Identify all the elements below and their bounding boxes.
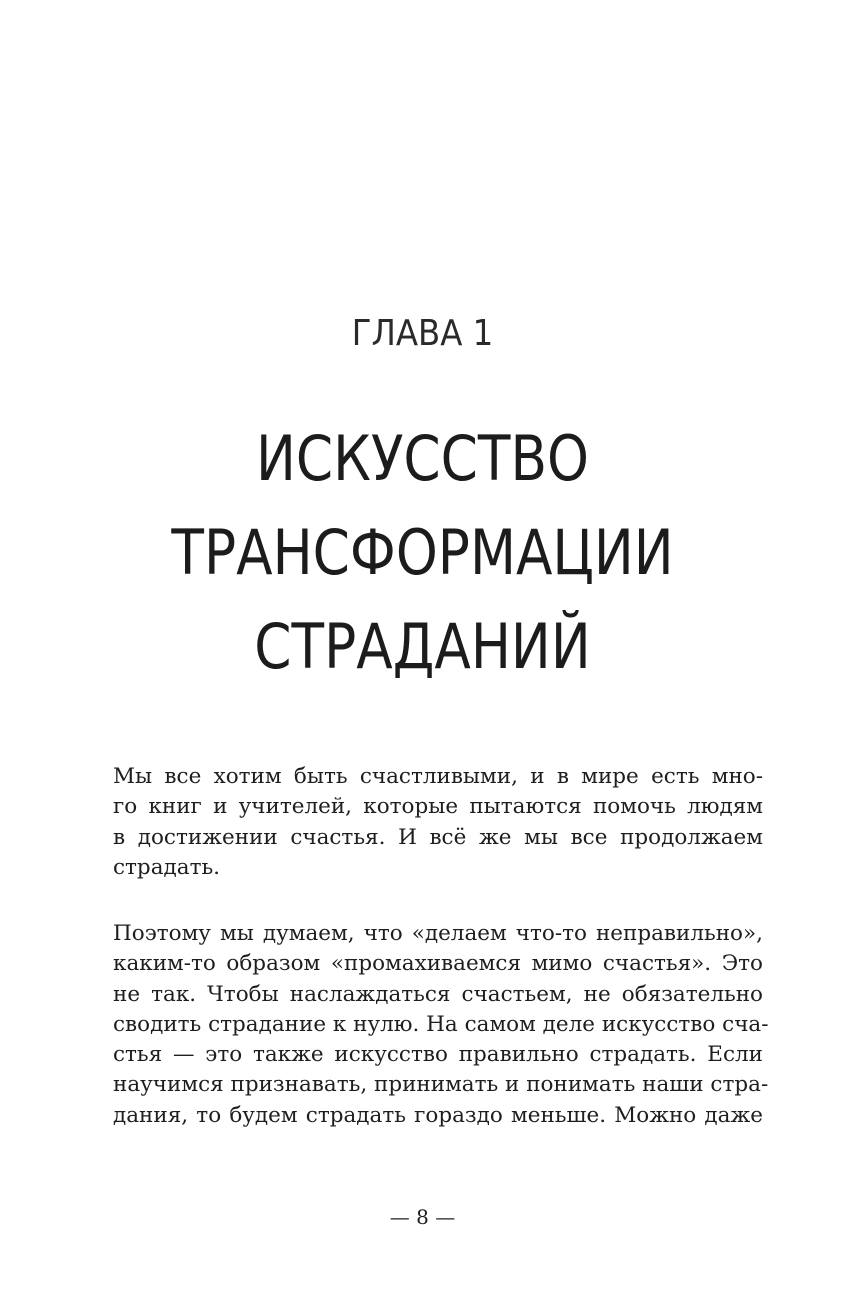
- text-line: Поэтому мы думаем, что «делаем что-то неправильно»,: [113, 921, 763, 946]
- text-line: в достижении счастья. И всё же мы все продолжаем: [113, 824, 763, 850]
- text-line: сводить страдание к нулю. На самом деле искусство сча-: [113, 1011, 769, 1037]
- text-line: стья — это также искусство правильно страдать. Если: [113, 1042, 763, 1068]
- chapter-title-line: СТРАДАНИЙ: [254, 610, 591, 683]
- text-line: дания, то будем страдать гораздо меньше. Можно даже: [113, 1102, 763, 1128]
- chapter-title: [0, 412, 845, 694]
- chapter-title-line: ИСКУССТВО: [255, 422, 590, 495]
- text-line: страдать.: [113, 854, 221, 880]
- chapter-title-line: ТРАНСФОРМАЦИИ: [171, 516, 674, 589]
- paragraph: [113, 762, 763, 883]
- text-line: го книг и учителей, которые пытаются помочь людям: [113, 794, 763, 820]
- paragraph: [113, 919, 769, 1131]
- text-line: научимся признавать, принимать и понимать наши стра-: [113, 1072, 769, 1098]
- chapter-label: ГЛАВА 1: [351, 313, 494, 354]
- text-line: не так. Чтобы наслаждаться счастьем, не обязательно: [113, 981, 763, 1007]
- text-line: Мы все хотим быть счастливыми, и в мире есть мно-: [113, 764, 763, 789]
- text-line: каким-то образом «промахиваемся мимо счастья». Это: [113, 951, 763, 977]
- page-number: — 8 —: [389, 1205, 456, 1229]
